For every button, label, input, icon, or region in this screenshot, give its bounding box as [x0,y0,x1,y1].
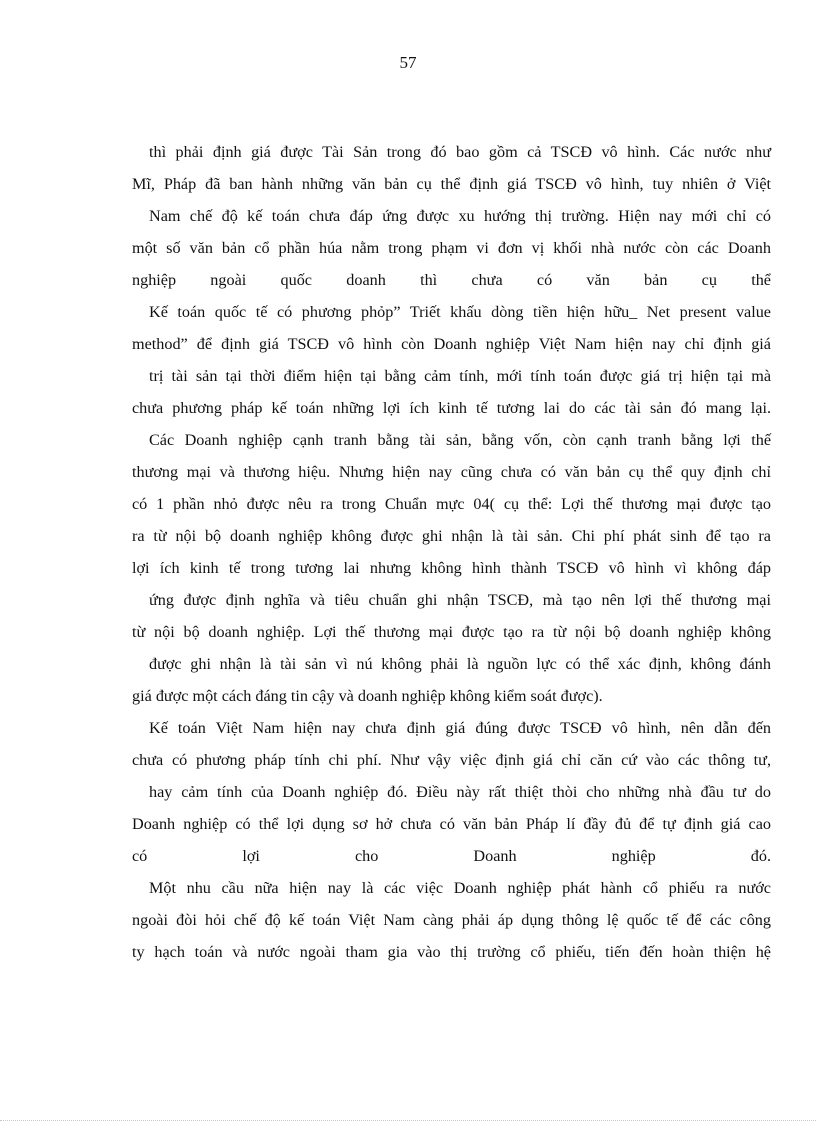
text-line: từ nội bộ doanh nghiệp. Lợi thế thương mại được tạo ra từ nội bộ doanh nghiệp không [132,623,771,641]
text-line: giá được một cách đáng tin cậy và doanh nghiệp không kiểm soát được). [132,687,603,705]
text-line: Kế toán quốc tế có phương phỏp” Triết khấu dòng tiền hiện hữu_ Net present value [149,303,771,321]
text-line: chưa phương pháp kế toán những lợi ích kinh tế tương lai do các tài sản đó mang lại. [132,399,771,417]
text-line: có lợi cho Doanh nghiệp đó. [132,847,771,865]
text-line: chưa có phương pháp tính chi phí. Như vậy việc định giá chỉ căn cứ vào các thông tư, [132,751,771,769]
page-edge-divider [0,1120,816,1121]
text-line: Một nhu cầu nữa hiện nay là các việc Doanh nghiệp phát hành cổ phiếu ra nước [149,879,771,897]
text-line: nghiệp ngoài quốc doanh thì chưa có văn bản cụ thể [132,271,771,289]
text-line: thương mại và thương hiệu. Nhưng hiện nay cũng chưa có văn bản cụ thể quy định chỉ [132,463,771,481]
text-line: có 1 phần nhỏ được nêu ra trong Chuẩn mực 04( cụ thể: Lợi thế thương mại được tạo [132,495,771,513]
text-line: thì phải định giá được Tài Sản trong đó bao gồm cả TSCĐ vô hình. Các nước như [149,143,771,161]
text-line: được ghi nhận là tài sản vì nú không phải là nguồn lực có thể xác định, không đánh [149,655,771,673]
text-line: method” để định giá TSCĐ vô hình còn Doanh nghiệp Việt Nam hiện nay chỉ định giá [132,335,771,353]
text-line: Kế toán Việt Nam hiện nay chưa định giá đúng được TSCĐ vô hình, nên dẫn đến [149,719,771,737]
page-number: 57 [399,53,417,72]
text-line: ty hạch toán và nước ngoài tham gia vào thị trường cổ phiếu, tiến đến hoàn thiện hệ [132,943,771,961]
text-line: Doanh nghiệp có thể lợi dụng sơ hở chưa có văn bản Pháp lí đầy đủ để tự định giá cao [132,815,771,833]
text-line: ngoài đòi hỏi chế độ kế toán Việt Nam càng phải áp dụng thông lệ quốc tế để các công [132,911,771,929]
text-line: ra từ nội bộ doanh nghiệp không được ghi nhận là tài sản. Chi phí phát sinh để tạo ra [132,527,771,545]
text-line: lợi ích kinh tế trong tương lai nhưng không hình thành TSCĐ vô hình vì không đáp [132,559,771,577]
text-line: Các Doanh nghiệp cạnh tranh bằng tài sản, bằng vốn, còn cạnh tranh bằng lợi thế [149,431,771,449]
text-line: Nam chế độ kế toán chưa đáp ứng được xu hướng thị trường. Hiện nay mới chỉ có [149,207,771,225]
text-line: hay cảm tính của Doanh nghiệp đó. Điều này rất thiệt thòi cho những nhà đầu tư do [149,783,771,801]
text-line: một số văn bản cổ phần húa nằm trong phạm vi đơn vị khối nhà nước còn các Doanh [132,239,771,257]
text-line: trị tài sản tại thời điểm hiện tại bằng cảm tính, mới tính toán được giá trị hiện tại mà [149,367,771,385]
text-line: ứng được định nghĩa và tiêu chuẩn ghi nhận TSCĐ, mà tạo nên lợi thế thương mại [149,591,771,609]
text-line: Mĩ, Pháp đã ban hành những văn bản cụ thể định giá TSCĐ vô hình, tuy nhiên ở Việt [132,175,771,193]
